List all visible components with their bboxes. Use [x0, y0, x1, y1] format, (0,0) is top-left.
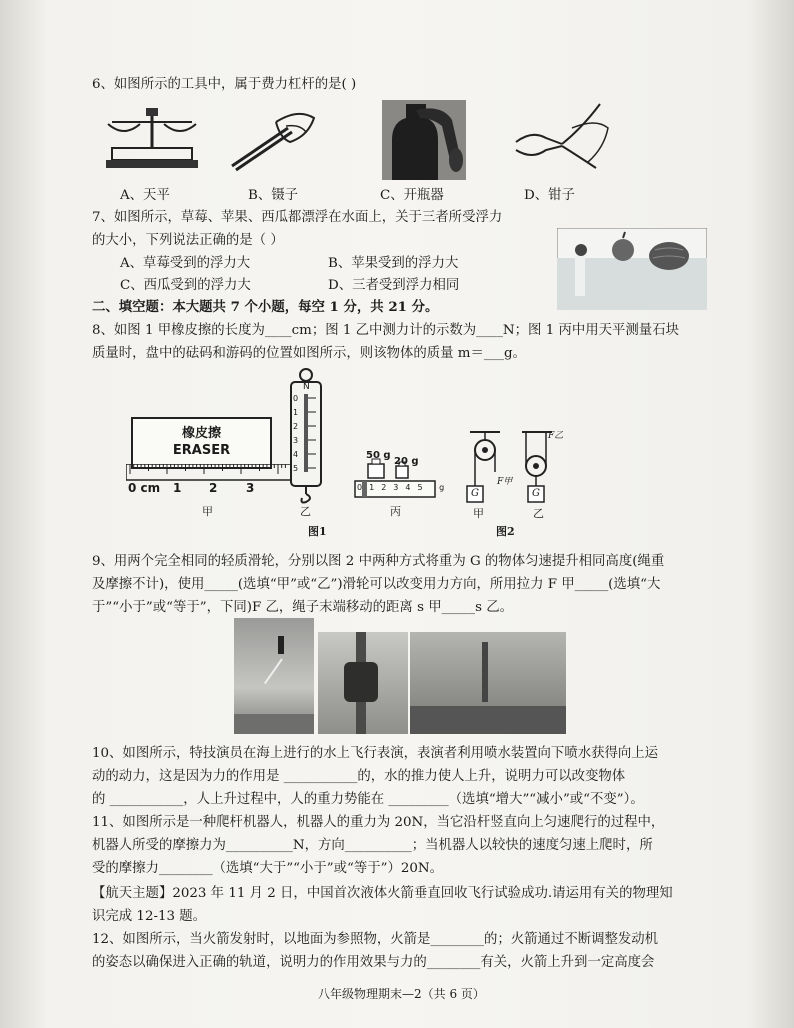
- pulley-f-yi: F乙: [548, 431, 564, 441]
- meter-tick-2: 2: [293, 422, 299, 431]
- question-11-line3: 受的摩擦力________（选填“大于”“小于”或“等于”）20N。: [92, 861, 444, 876]
- theme-line1: 【航天主题】2023 年 11 月 2 日，中国首次液体火箭垂直回收飞行试验成功.请运用有关的物理知: [92, 886, 673, 901]
- beam-tick-3: 3: [393, 483, 406, 492]
- pliers-icon: [512, 98, 612, 176]
- balance-scale-icon: [102, 108, 202, 174]
- fig2-caption: 图2: [496, 525, 515, 538]
- eraser: [131, 417, 272, 469]
- page-footer: 八年级物理期末—2（共 6 页）: [318, 987, 485, 1001]
- meter-tick-3: 3: [293, 436, 299, 445]
- option-7a: A、草莓受到的浮力大: [120, 256, 251, 271]
- option-6a: A、天平: [120, 188, 170, 203]
- ruler-label-2: 2: [209, 481, 218, 495]
- beam-tick-4: 4: [405, 483, 418, 492]
- fig2-label-yi: 乙: [533, 507, 544, 520]
- spring-scale-ticks: [293, 392, 303, 476]
- meter-tick-4: 4: [293, 450, 299, 459]
- question-11-line1: 11、如图所示是一种爬杆机器人，机器人的重力为 20N，当它沿杆竖直向上匀速爬行的过程中，: [92, 815, 665, 830]
- fig1-caption: 图1: [308, 525, 327, 538]
- floating-fruits-photo: [557, 228, 707, 310]
- eraser-en-label: ERASER: [172, 443, 231, 458]
- option-7d: D、三者受到浮力相同: [328, 278, 460, 293]
- pulley-g-yi: G: [532, 488, 540, 499]
- fig1-label-jia: 甲: [202, 505, 213, 518]
- spring-scale-unit: N: [303, 382, 310, 392]
- question-9-line3: 于”“小于”或“等于”，下同)F 乙，绳子末端移动的距离 s 甲_____s 乙。: [92, 600, 513, 615]
- weight-20g: 20 g: [394, 456, 419, 467]
- water-flyer-photo: [234, 618, 314, 734]
- question-9-line2: 及摩擦不计)，使用_____(选填“甲”或“乙”)滑轮可以改变用力方向，所用拉力 F 甲_____(选填“大: [92, 577, 661, 592]
- question-7-line2: 的大小，下列说法正确的是（ ）: [92, 233, 284, 248]
- question-7-line1: 7、如图所示，草莓、苹果、西瓜都漂浮在水面上，关于三者所受浮力: [92, 210, 503, 225]
- rocket-photo: [410, 632, 566, 734]
- question-8-line1: 8、如图 1 甲橡皮擦的长度为____cm；图 1 乙中测力计的示数为____N；图 1 丙中用天平测量石块: [92, 323, 679, 338]
- fig1-label-bing: 丙: [390, 505, 401, 518]
- option-6d: D、钳子: [524, 188, 575, 203]
- tweezers-icon: [228, 108, 320, 172]
- question-10-line1: 10、如图所示，特技演员在海上进行的水上飞行表演，表演者利用喷水装置向下喷水获得向上运: [92, 746, 659, 761]
- pulley-g-jia: G: [471, 488, 479, 499]
- bottle-opener-photo: [382, 100, 466, 180]
- question-10-line2: 动的动力，这是因为力的作用是 ___________的，水的推力使人上升，说明力可以改变物体: [92, 769, 626, 784]
- theme-line2: 识完成 12-13 题。: [92, 909, 207, 924]
- question-12-line1: 12、如图所示，当火箭发射时，以地面为参照物，火箭是________的；火箭通过不断调整发动机: [92, 932, 659, 947]
- option-7b: B、苹果受到的浮力大: [328, 256, 459, 271]
- section-2-heading: 二、填空题：本大题共 7 个小题，每空 1 分，共 21 分。: [92, 299, 439, 315]
- meter-tick-5: 5: [293, 464, 299, 473]
- beam-tick-0: 0: [357, 483, 370, 492]
- ruler-label-3: 3: [246, 481, 255, 495]
- question-9-line1: 9、用两个完全相同的轻质滑轮，分别以图 2 中两种方式将重为 G 的物体匀速提升相同高度(绳重: [92, 554, 665, 569]
- meter-tick-0: 0: [293, 394, 299, 403]
- question-6-stem: 6、如图所示的工具中，属于费力杠杆的是( ): [92, 77, 357, 92]
- fig1-label-yi: 乙: [300, 505, 311, 518]
- option-6b: B、镊子: [248, 188, 299, 203]
- ruler-label-0: 0 cm: [128, 481, 161, 495]
- beam-tick-1: 1: [369, 483, 382, 492]
- ruler: [126, 464, 292, 482]
- pulley-f-jia: F甲: [497, 477, 513, 487]
- option-7c: C、西瓜受到的浮力大: [120, 278, 251, 293]
- ruler-label-1: 1: [173, 481, 182, 495]
- climbing-robot-photo: [318, 632, 408, 734]
- question-11-line2: 机器人所受的摩擦力为__________N，方向__________；当机器人以较快的速度匀速上爬时，所: [92, 838, 653, 853]
- question-8-line2: 质量时，盘中的砝码和游码的位置如图所示，则该物体的质量 m＝___g。: [92, 346, 526, 361]
- beam-tick-2: 2: [381, 483, 394, 492]
- eraser-cn-label: 橡皮擦: [181, 426, 221, 441]
- option-6c: C、开瓶器: [380, 188, 444, 203]
- question-12-line2: 的姿态以确保进入正确的轨道，说明力的作用效果与力的________有关，火箭上升到一定高度会: [92, 955, 655, 970]
- beam-tick-5: 5 g: [417, 483, 452, 492]
- question-10-line3: 的 ___________，人上升过程中，人的重力势能在 _________（选填“增大”“减小”或“不变”）。: [92, 792, 644, 807]
- fig2-label-jia: 甲: [473, 507, 484, 520]
- meter-tick-1: 1: [293, 408, 299, 417]
- weight-50g: 50 g: [366, 450, 391, 461]
- beam-tick-labels: [357, 483, 451, 492]
